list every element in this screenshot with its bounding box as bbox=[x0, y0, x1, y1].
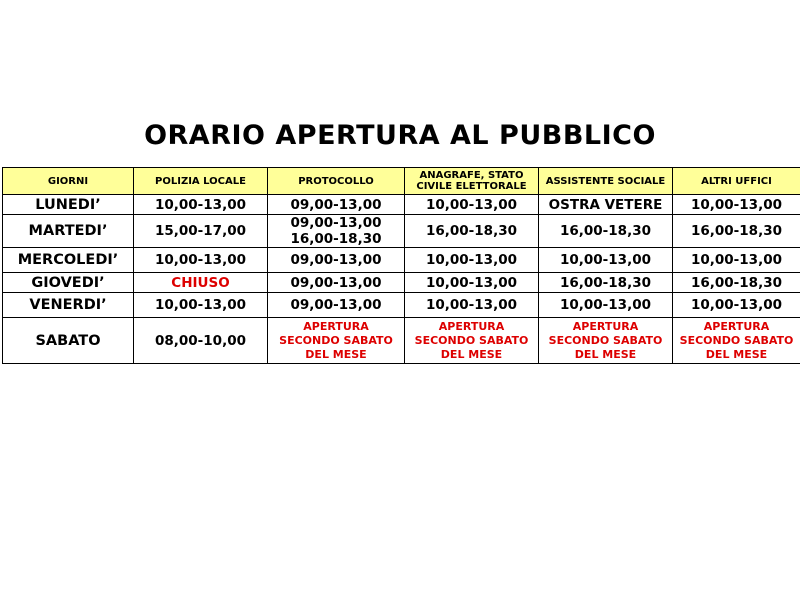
cell-polizia-locale bbox=[134, 215, 268, 248]
cell-text: SECONDO SABATO bbox=[414, 333, 529, 347]
cell-text: 10,00-13,00 bbox=[425, 196, 517, 213]
cell-text: APERTURA bbox=[303, 319, 369, 333]
row-header-day: VENERDI’ bbox=[3, 293, 134, 318]
cell-anagrafe bbox=[405, 318, 539, 364]
cell-assistente-sociale bbox=[539, 273, 673, 293]
cell-polizia-locale bbox=[134, 293, 268, 318]
cell-text: 09,00-13,00 bbox=[290, 274, 382, 291]
cell-text: SECONDO SABATO bbox=[279, 333, 393, 347]
cell-text: 16,00-18,30 bbox=[559, 223, 651, 239]
cell-text: DEL MESE bbox=[305, 347, 367, 361]
table-row bbox=[3, 215, 800, 248]
column-header-protocollo: PROTOCOLLO bbox=[268, 168, 405, 195]
header-row bbox=[3, 168, 800, 195]
cell-assistente-sociale bbox=[539, 293, 673, 318]
cell-text: 10,00-13,00 bbox=[690, 297, 782, 313]
cell-polizia-locale bbox=[134, 318, 268, 364]
cell-altri-uffici bbox=[673, 318, 800, 364]
cell-text: OSTRA VETERE bbox=[548, 196, 663, 213]
cell-anagrafe bbox=[405, 215, 539, 248]
cell-text: 08,00-10,00 bbox=[154, 332, 246, 349]
cell-altri-uffici bbox=[673, 215, 800, 248]
table-row bbox=[3, 293, 800, 318]
cell-polizia-locale bbox=[134, 248, 268, 273]
table-row bbox=[3, 273, 800, 293]
column-header-altri-uffici: ALTRI UFFICI bbox=[673, 168, 800, 195]
cell-protocollo bbox=[268, 318, 405, 364]
cell-anagrafe bbox=[405, 195, 539, 215]
cell-text: 16,00-18,30 bbox=[690, 274, 782, 291]
cell-text: DEL MESE bbox=[705, 347, 768, 361]
cell-text: SECONDO SABATO bbox=[548, 333, 663, 347]
cell-text: 16,00-18,30 bbox=[290, 231, 382, 247]
cell-text: 16,00-18,30 bbox=[690, 223, 782, 239]
column-header-assistente-sociale: ASSISTENTE SOCIALE bbox=[539, 168, 673, 195]
cell-assistente-sociale bbox=[539, 215, 673, 248]
row-header-day: LUNEDI’ bbox=[3, 195, 134, 215]
cell-text: 10,00-13,00 bbox=[690, 196, 782, 213]
column-header-giorni: GIORNI bbox=[3, 168, 134, 195]
cell-altri-uffici bbox=[673, 248, 800, 273]
cell-text: DEL MESE bbox=[440, 347, 503, 361]
cell-text: 10,00-13,00 bbox=[559, 252, 651, 268]
cell-text: 16,00-18,30 bbox=[559, 274, 651, 291]
cell-polizia-locale bbox=[134, 273, 268, 293]
cell-altri-uffici bbox=[673, 195, 800, 215]
row-header-day: MERCOLEDI’ bbox=[3, 248, 134, 273]
cell-altri-uffici bbox=[673, 273, 800, 293]
cell-text: CHIUSO bbox=[171, 274, 230, 291]
cell-text: 09,00-13,00 bbox=[290, 252, 382, 268]
cell-text: 10,00-13,00 bbox=[425, 297, 517, 313]
cell-protocollo bbox=[268, 215, 405, 248]
cell-text: APERTURA bbox=[438, 319, 505, 333]
cell-protocollo bbox=[268, 273, 405, 293]
cell-text: APERTURA bbox=[572, 319, 639, 333]
cell-text: 10,00-13,00 bbox=[559, 297, 651, 313]
row-header-day: SABATO bbox=[3, 318, 134, 364]
cell-text: 10,00-13,00 bbox=[154, 252, 246, 268]
cell-protocollo bbox=[268, 195, 405, 215]
cell-text: APERTURA bbox=[703, 319, 770, 333]
cell-text: 10,00-13,00 bbox=[425, 274, 517, 291]
row-header-day: MARTEDI’ bbox=[3, 215, 134, 248]
cell-anagrafe bbox=[405, 293, 539, 318]
cell-assistente-sociale bbox=[539, 318, 673, 364]
table-row bbox=[3, 318, 800, 364]
schedule-body bbox=[3, 195, 800, 364]
cell-protocollo bbox=[268, 248, 405, 273]
cell-altri-uffici bbox=[673, 293, 800, 318]
cell-polizia-locale bbox=[134, 195, 268, 215]
cell-text: 09,00-13,00 bbox=[290, 196, 382, 213]
cell-text: 10,00-13,00 bbox=[154, 297, 246, 313]
column-header-anagrafe: ANAGRAFE, STATO CIVILE ELETTORALE bbox=[405, 168, 539, 195]
cell-anagrafe bbox=[405, 273, 539, 293]
cell-assistente-sociale bbox=[539, 195, 673, 215]
cell-protocollo bbox=[268, 293, 405, 318]
row-header-day: GIOVEDI’ bbox=[3, 273, 134, 293]
cell-anagrafe bbox=[405, 248, 539, 273]
cell-text: DEL MESE bbox=[574, 347, 637, 361]
page-title: ORARIO APERTURA AL PUBBLICO bbox=[144, 120, 656, 151]
schedule-table bbox=[2, 167, 800, 364]
cell-text: 10,00-13,00 bbox=[154, 196, 246, 213]
table-row bbox=[3, 195, 800, 215]
cell-text: 16,00-18,30 bbox=[425, 223, 517, 239]
table-row bbox=[3, 248, 800, 273]
cell-assistente-sociale bbox=[539, 248, 673, 273]
cell-text: 10,00-13,00 bbox=[425, 252, 517, 268]
cell-text: SECONDO SABATO bbox=[679, 333, 794, 347]
column-header-polizia-locale: POLIZIA LOCALE bbox=[134, 168, 268, 195]
cell-text: 09,00-13,00 bbox=[290, 215, 382, 231]
cell-text: 10,00-13,00 bbox=[690, 252, 782, 268]
cell-text: 15,00-17,00 bbox=[154, 223, 246, 239]
cell-text: 09,00-13,00 bbox=[290, 297, 382, 313]
